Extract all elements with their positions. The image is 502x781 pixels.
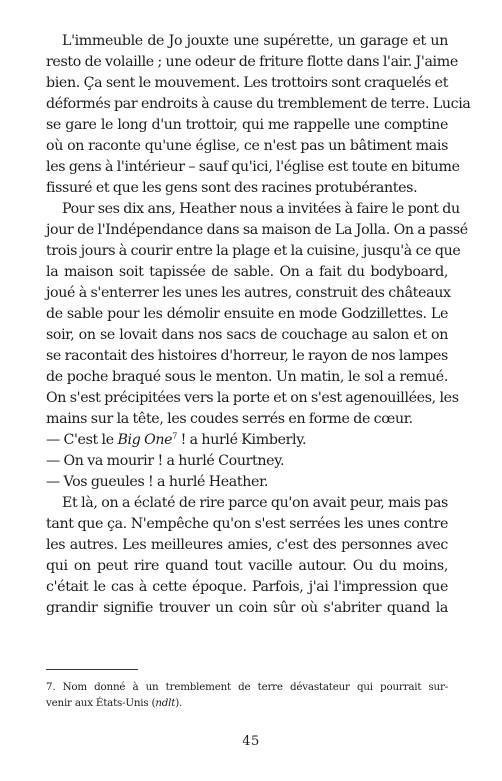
text-line: Pour ses dix ans, Heather nous a invitées à faire le pont du [62,201,460,217]
text-line: trois jours à courir entre la plage et la cuisine, jusqu'à ce que [46,243,461,259]
text-line: se racontait des histoires d'horreur, le rayon de nos lampes [46,348,448,364]
text-line: bien. Ça sent le mouvement. Les trottoirs sont craquelés et [46,75,449,91]
text-line: qui on peut rire quand tout vacille autour. Ou du moins, [46,558,448,574]
footnote-line [46,696,448,711]
text-line: les gens à l'intérieur – sauf qu'ici, l'église est toute en bitume [46,159,460,175]
text-line [46,430,448,451]
footnote-text: ). [175,697,183,709]
text-line: se gare le long d'un trottoir, qui me rappelle une comptine [46,117,448,133]
italic-term: Big One [117,432,173,448]
footnote-line: 7. Nom donné à un tremblement de terre dévastateur qui pourrait sur- [46,681,448,693]
footnote-text: venir aux États-Unis ( [46,697,156,709]
text-line: — On va mourir ! a hurlé Courtney. [46,453,285,469]
text-line: où on raconte qu'une église, ce n'est pas un bâtiment mais [46,138,448,154]
footnote-italic: ndlt [155,697,176,709]
text-line: On s'est précipitées vers la porte et on s'est agenouillées, les [46,390,459,406]
text-line: joué à s'enterrer les unes les autres, construit des châteaux [46,285,451,301]
text-line: fissuré et que les gens sont des racines protubérantes. [46,180,418,196]
text-line: mains sur la tête, les coudes serrés en forme de cœur. [46,411,413,427]
text-line: L'immeuble de Jo jouxte une supérette, un garage et un [62,33,448,49]
text-line: Et là, on a éclaté de rire parce qu'on avait peur, mais pas [62,495,448,511]
text-line: déformés par endroits à cause du tremblement de terre. Lucia [46,96,471,112]
text-line: de sable pour les démolir ensuite en mode Godzillettes. Le [46,306,448,322]
text-line: les autres. Les meilleures amies, c'est des personnes avec [46,537,448,553]
footnote-divider [46,669,138,670]
text-line: — Vos gueules ! a hurlé Heather. [46,474,269,490]
text-run: ! a hurlé Kimberly. [176,432,307,448]
text-line: de poche braqué sous le menton. Un matin, le sol a remué. [46,369,448,385]
text-line: c'était le cas à cette époque. Parfois, j'ai l'impression que [46,579,448,595]
text-line: grandir signifie trouver un coin sûr où s'abriter quand la [46,600,448,616]
text-line: tant que ça. N'empêche qu'on s'est serrées les unes contre [46,516,448,532]
footnote-reference: 7 [172,431,177,441]
text-line: la maison soit tapissée de sable. On a fait du bodyboard, [46,264,448,280]
page-number: 45 [242,734,260,749]
text-run: — C'est le [46,432,118,448]
text-line: soir, on se lovait dans nos sacs de couchage au salon et on [46,327,448,343]
text-line: resto de volaille ; une odeur de friture flotte dans l'air. J'aime [46,54,458,70]
text-line: jour de l'Indépendance dans sa maison de La Jolla. On a passé [46,222,468,238]
